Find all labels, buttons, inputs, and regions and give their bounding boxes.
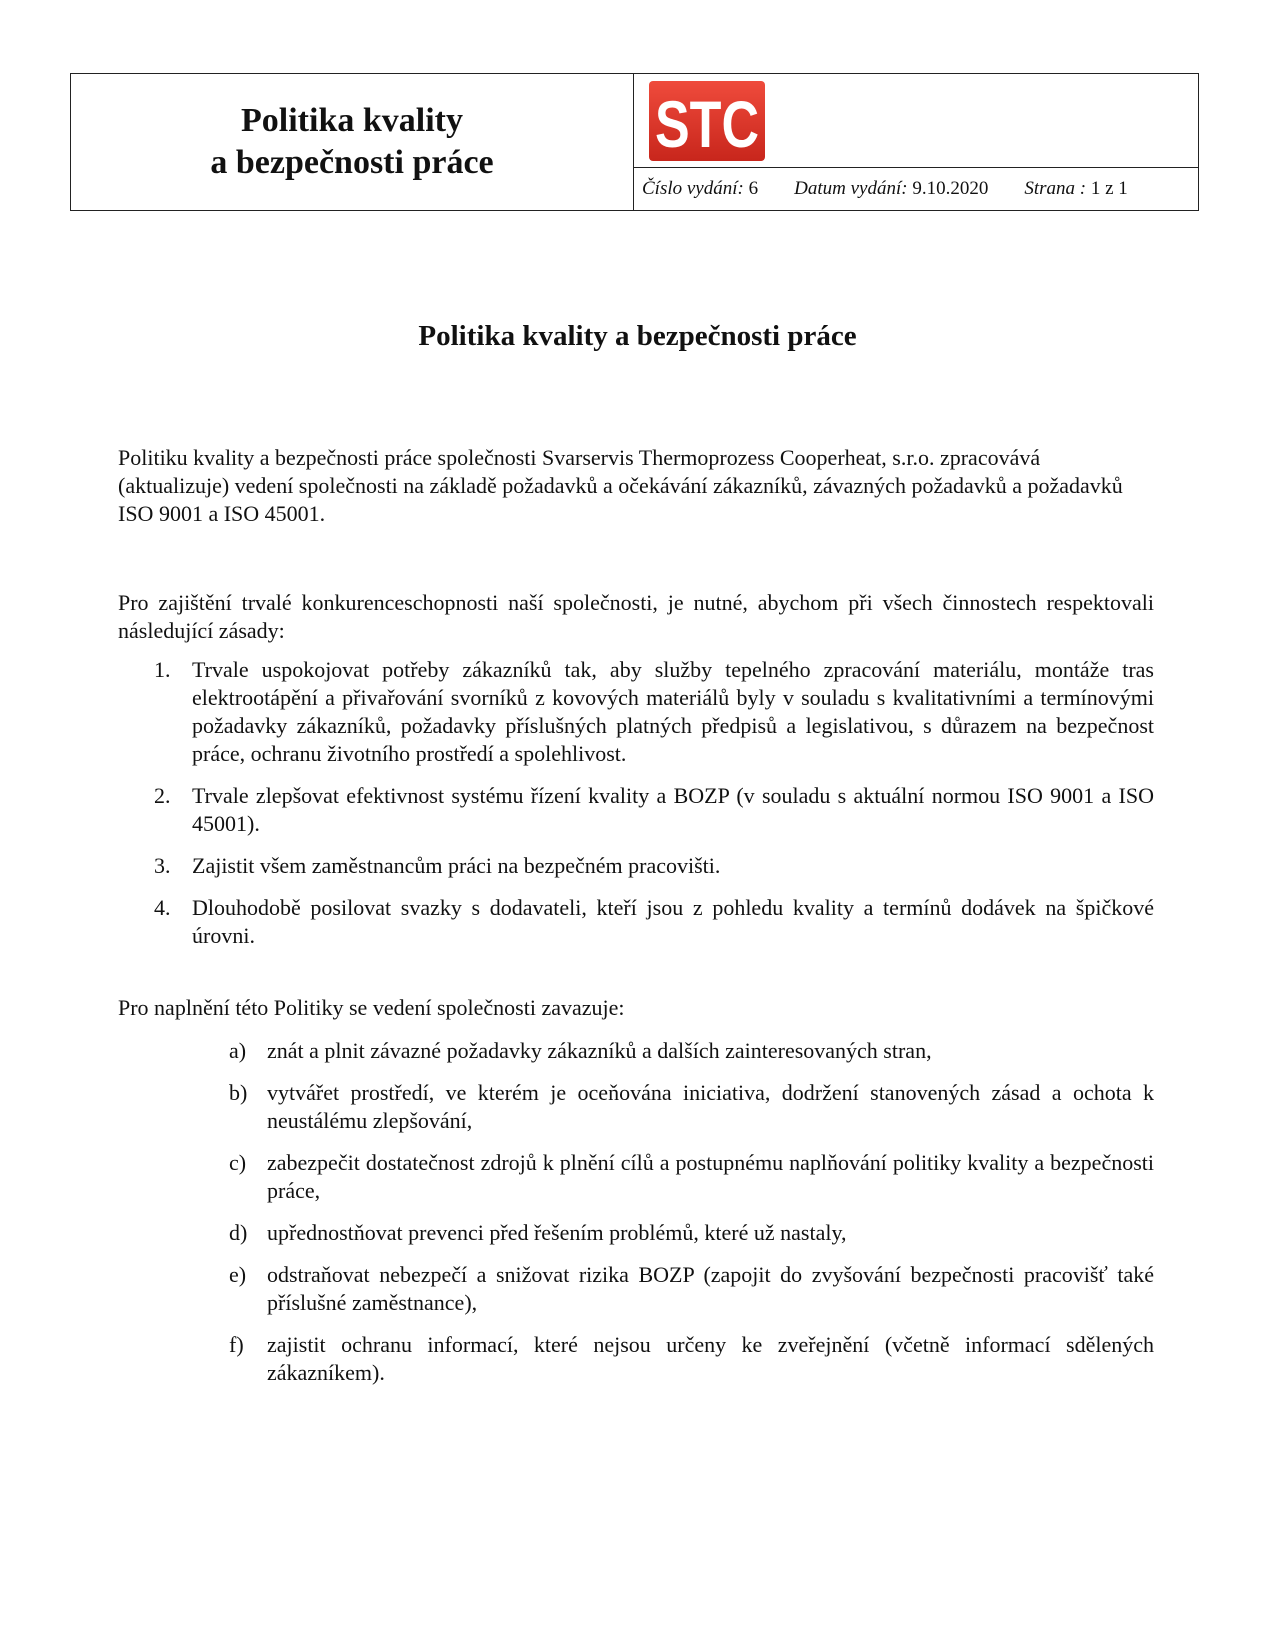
list-marker: f)	[229, 1332, 244, 1357]
list-item	[118, 1219, 1154, 1247]
principles-list	[118, 656, 1154, 964]
logo-row	[634, 74, 1198, 168]
stc-logo	[649, 81, 765, 161]
header-title-cell	[71, 74, 634, 210]
list-marker: 3.	[154, 853, 171, 878]
page-label: Strana :	[1024, 178, 1087, 199]
list-marker: 4.	[154, 895, 171, 920]
issue-label: Číslo vydání:	[642, 178, 744, 199]
list-item-text: odstraňovat nebezpečí a snižovat rizika BOZP (zapojit do zvyšování bezpečnosti pracovišť také příslušné zaměstnance),	[267, 1262, 1154, 1315]
document-header	[70, 73, 1199, 211]
header-info-cell	[634, 74, 1198, 210]
issue-date	[794, 178, 988, 200]
document-title: Politika kvality a bezpečnosti práce	[418, 320, 857, 352]
list-item-text: upřednostňovat prevenci před řešením problémů, které už nastaly,	[267, 1220, 847, 1245]
header-title-line-1: Politika kvality	[241, 102, 463, 139]
list-item-text: Trvale uspokojovat potřeby zákazníků tak, aby služby tepelného zpracování materiálu, montáže tras elektrootápění a přivařování svorníků z kovových materiálů byly v souladu s kvalitativními a termínovými požadavky zákazníků, požadavky příslušných platných předpisů a legislativou, s důrazem na bezpečnost práce, ochranu životního prostředí a spolehlivost.	[192, 657, 1154, 766]
list-item	[118, 1331, 1154, 1387]
svg-text:STC: STC	[655, 87, 759, 161]
list-marker: b)	[229, 1080, 248, 1105]
list-item-text: Trvale zlepšovat efektivnost systému řízení kvality a BOZP (v souladu s aktuální normou ISO 9001 a ISO 45001).	[192, 783, 1154, 836]
list-marker: a)	[229, 1038, 247, 1063]
page-number	[1024, 178, 1127, 200]
issue-value: 6	[748, 178, 759, 199]
list-item	[118, 656, 1154, 768]
list-marker: c)	[229, 1150, 247, 1175]
page-value: 1 z 1	[1090, 178, 1128, 199]
intro-paragraph: Politiku kvality a bezpečnosti práce společnosti Svarservis Thermoprozess Cooperheat, s.r.o. zpracovává (aktualizuje) vedení společnosti na základě požadavků a očekávání zákazníků, závazných požadavků a požadavků ISO 9001 a ISO 45001.	[118, 445, 1123, 526]
list-marker: d)	[229, 1220, 248, 1245]
list-item-text: zabezpečit dostatečnost zdrojů k plnění cílů a postupnému naplňování politiky kvality a bezpečnosti práce,	[267, 1150, 1154, 1203]
list-item-text: Zajistit všem zaměstnancům práci na bezpečném pracovišti.	[192, 853, 721, 878]
header-title-line-2: a bezpečnosti práce	[210, 144, 494, 181]
list-item-text: znát a plnit závazné požadavky zákazníků a dalších zainteresovaných stran,	[267, 1038, 932, 1063]
list-item	[118, 852, 1154, 880]
list-item	[118, 1261, 1154, 1317]
list-item	[118, 782, 1154, 838]
list-item	[118, 894, 1154, 950]
list-item	[118, 1037, 1154, 1065]
meta-row	[634, 168, 1198, 210]
date-value: 9.10.2020	[912, 178, 989, 199]
issue-number	[642, 178, 758, 200]
list-item-text: zajistit ochranu informací, které nejsou určeny ke zveřejnění (včetně informací sdělených zákazníkem).	[267, 1332, 1154, 1385]
list-item-text: Dlouhodobě posilovat svazky s dodavateli, kteří jsou z pohledu kvality a termínů dodávek na špičkové úrovni.	[192, 895, 1154, 948]
commitments-list	[118, 1037, 1154, 1401]
list-item-text: vytvářet prostředí, ve kterém je oceňována iniciativa, dodržení stanovených zásad a ochota k neustálému zlepšování,	[267, 1080, 1154, 1133]
commitments-intro: Pro naplnění této Politiky se vedení společnosti zavazuje:	[118, 995, 625, 1020]
list-item	[118, 1149, 1154, 1205]
date-label: Datum vydání:	[794, 178, 908, 199]
principles-intro: Pro zajištění trvalé konkurenceschopnosti naší společnosti, je nutné, abychom při všech činnostech respektovali následující zásady:	[118, 590, 1154, 643]
list-item	[118, 1079, 1154, 1135]
list-marker: 1.	[154, 657, 171, 682]
list-marker: e)	[229, 1262, 247, 1287]
list-marker: 2.	[154, 783, 171, 808]
